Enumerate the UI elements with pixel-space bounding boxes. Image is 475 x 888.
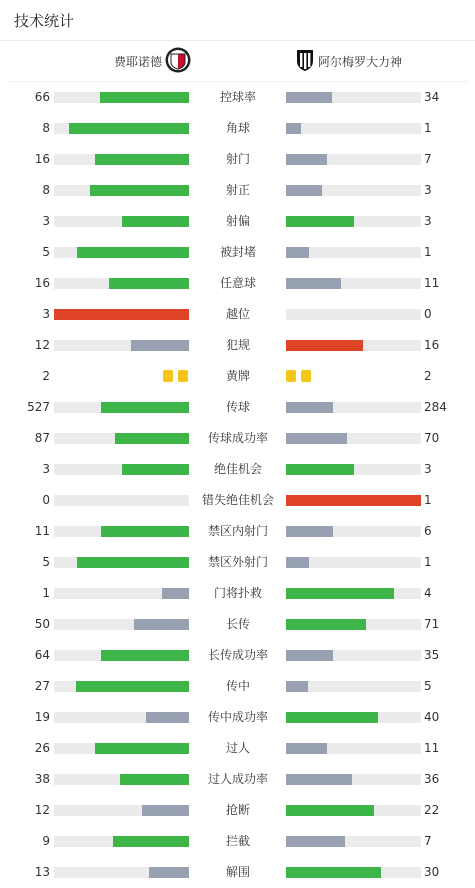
home-stat-value: 2	[42, 369, 50, 383]
feyenoord-logo-icon[interactable]	[165, 47, 191, 73]
home-stat-bar	[54, 743, 189, 754]
away-stat-bar-fill	[286, 712, 378, 723]
away-stat-bar-fill	[286, 836, 345, 847]
away-stat-value: 1	[424, 555, 432, 569]
away-stat-bar	[286, 309, 421, 320]
stat-label: 长传成功率	[207, 648, 268, 662]
away-stat-value: 0	[424, 307, 432, 321]
away-stat-value: 4	[424, 586, 432, 600]
away-stat-bar	[286, 681, 421, 692]
home-stat-bar-fill	[76, 681, 189, 692]
away-stat-value: 5	[424, 679, 432, 693]
stat-row	[0, 268, 475, 299]
home-stat-value: 3	[42, 214, 50, 228]
yellow-card-icon	[301, 370, 311, 382]
home-stat-bar-fill	[122, 464, 190, 475]
stat-row	[0, 175, 475, 206]
away-stat-bar	[286, 185, 421, 196]
home-yellow-cards	[163, 370, 188, 382]
home-stat-bar	[54, 681, 189, 692]
home-team-name[interactable]: 费耶诺德	[114, 55, 163, 69]
away-stat-value: 40	[424, 710, 440, 724]
yellow-card-icon	[163, 370, 173, 382]
away-stat-bar	[286, 278, 421, 289]
home-stat-bar	[54, 588, 189, 599]
stat-label: 抢断	[225, 803, 250, 817]
team-header	[8, 41, 467, 82]
away-stat-bar-fill	[286, 154, 327, 165]
home-stat-value: 16	[34, 152, 50, 166]
home-stat-bar	[54, 836, 189, 847]
away-stat-value: 2	[424, 369, 432, 383]
home-stat-bar	[54, 433, 189, 444]
stat-label: 过人成功率	[207, 772, 268, 786]
stat-label: 被封堵	[219, 245, 256, 259]
stat-row	[0, 702, 475, 733]
away-stat-value: 7	[424, 834, 432, 848]
stat-row	[0, 361, 475, 392]
stat-label: 禁区外射门	[207, 555, 268, 569]
away-stat-bar-fill	[286, 619, 366, 630]
home-stat-bar-fill	[113, 836, 189, 847]
stat-label: 绝佳机会	[213, 462, 262, 476]
away-stat-value: 35	[424, 648, 440, 662]
away-stat-bar-fill	[286, 495, 421, 506]
away-team-name[interactable]: 阿尔梅罗大力神	[318, 55, 403, 69]
away-stat-bar	[286, 216, 421, 227]
away-stat-bar	[286, 619, 421, 630]
away-stat-bar	[286, 588, 421, 599]
stat-row	[0, 857, 475, 888]
away-stat-value: 1	[424, 493, 432, 507]
stat-row	[0, 733, 475, 764]
stat-row	[0, 671, 475, 702]
stat-label: 射偏	[225, 214, 250, 228]
away-stat-value: 30	[424, 865, 440, 879]
home-stat-value: 1	[42, 586, 50, 600]
away-stat-bar-fill	[286, 216, 354, 227]
home-stat-bar	[54, 92, 189, 103]
stat-label: 过人	[225, 741, 250, 755]
stat-row	[0, 423, 475, 454]
away-stat-bar-fill	[286, 588, 394, 599]
stat-label: 任意球	[219, 276, 256, 290]
home-stat-bar	[54, 309, 189, 320]
header-bar	[0, 0, 475, 41]
home-stat-bar-fill	[95, 743, 190, 754]
away-stat-bar-fill	[286, 681, 308, 692]
away-stat-value: 11	[424, 741, 440, 755]
home-stat-value: 27	[34, 679, 50, 693]
home-stat-bar-fill	[69, 123, 189, 134]
away-stat-value: 70	[424, 431, 440, 445]
away-stat-bar	[286, 247, 421, 258]
home-stat-value: 5	[42, 555, 50, 569]
stat-row	[0, 578, 475, 609]
home-stat-bar	[54, 185, 189, 196]
home-stat-bar-fill	[109, 278, 189, 289]
away-stat-bar-fill	[286, 185, 322, 196]
home-stat-bar-fill	[90, 185, 189, 196]
home-stat-bar	[54, 557, 189, 568]
stat-row	[0, 206, 475, 237]
home-stat-bar-fill	[100, 92, 189, 103]
away-stat-value: 3	[424, 183, 432, 197]
home-stat-bar	[54, 123, 189, 134]
away-stat-bar	[286, 805, 421, 816]
stat-row	[0, 144, 475, 175]
home-stat-bar	[54, 247, 189, 258]
home-stat-value: 12	[34, 803, 50, 817]
away-stat-value: 22	[424, 803, 440, 817]
home-stat-bar	[54, 712, 189, 723]
stat-label: 传中成功率	[207, 710, 268, 724]
home-stat-bar-fill	[95, 154, 190, 165]
home-stat-value: 9	[42, 834, 50, 848]
home-stat-value: 19	[34, 710, 50, 724]
home-stat-value: 16	[34, 276, 50, 290]
away-stat-bar-fill	[286, 774, 352, 785]
home-stat-bar	[54, 340, 189, 351]
away-stat-bar	[286, 867, 421, 878]
home-stat-value: 5	[42, 245, 50, 259]
away-stat-value: 284	[424, 400, 447, 414]
stat-label: 传球成功率	[207, 431, 268, 445]
home-stat-bar	[54, 495, 189, 506]
stat-label: 射正	[225, 183, 250, 197]
home-stat-bar-fill	[77, 557, 189, 568]
away-stat-bar	[286, 557, 421, 568]
away-stat-bar	[286, 433, 421, 444]
stat-row	[0, 516, 475, 547]
stat-label: 角球	[225, 121, 250, 135]
home-stat-value: 64	[34, 648, 50, 662]
away-stat-bar-fill	[286, 805, 374, 816]
home-stat-bar-fill	[146, 712, 189, 723]
away-stat-bar	[286, 774, 421, 785]
home-stat-value: 8	[42, 183, 50, 197]
stat-row	[0, 392, 475, 423]
home-stat-value: 527	[27, 400, 50, 414]
stat-label: 解围	[225, 865, 250, 879]
home-stat-value: 0	[42, 493, 50, 507]
home-stat-value: 66	[34, 90, 50, 104]
away-stat-value: 3	[424, 462, 432, 476]
home-stat-value: 11	[34, 524, 50, 538]
away-stat-bar	[286, 123, 421, 134]
home-stat-bar	[54, 154, 189, 165]
stat-label: 黄牌	[225, 369, 250, 383]
stat-row	[0, 330, 475, 361]
away-stat-bar-fill	[286, 340, 363, 351]
away-stat-bar-fill	[286, 743, 327, 754]
away-stat-bar	[286, 526, 421, 537]
home-stat-bar	[54, 805, 189, 816]
home-stat-value: 26	[34, 741, 50, 755]
away-stat-value: 6	[424, 524, 432, 538]
stat-row	[0, 826, 475, 857]
away-stat-bar	[286, 712, 421, 723]
home-stat-bar-fill	[54, 309, 189, 320]
home-stat-value: 50	[34, 617, 50, 631]
home-stat-bar-fill	[101, 650, 189, 661]
away-stat-bar-fill	[286, 402, 333, 413]
away-stat-value: 71	[424, 617, 440, 631]
away-stat-bar-fill	[286, 247, 309, 258]
home-stat-value: 3	[42, 307, 50, 321]
away-stat-value: 1	[424, 245, 432, 259]
home-stat-bar-fill	[131, 340, 189, 351]
stat-label: 拦截	[225, 834, 250, 848]
stat-row	[0, 640, 475, 671]
away-stat-value: 34	[424, 90, 440, 104]
stat-row	[0, 547, 475, 578]
stat-label: 长传	[225, 617, 250, 631]
away-stat-bar	[286, 154, 421, 165]
home-stat-bar-fill	[162, 588, 189, 599]
home-stat-value: 38	[34, 772, 50, 786]
away-stat-value: 16	[424, 338, 440, 352]
away-stat-value: 11	[424, 276, 440, 290]
stat-label: 射门	[225, 152, 250, 166]
home-stat-bar-fill	[122, 216, 190, 227]
home-stat-bar	[54, 774, 189, 785]
away-stat-bar	[286, 495, 421, 506]
home-stat-bar	[54, 402, 189, 413]
home-stat-bar-fill	[101, 526, 189, 537]
stat-row	[0, 609, 475, 640]
away-stat-bar	[286, 650, 421, 661]
stat-row	[0, 82, 475, 113]
home-stat-value: 3	[42, 462, 50, 476]
home-stat-bar	[54, 650, 189, 661]
home-stat-value: 8	[42, 121, 50, 135]
away-stat-value: 7	[424, 152, 432, 166]
away-stat-value: 1	[424, 121, 432, 135]
home-stat-bar	[54, 464, 189, 475]
away-stat-bar-fill	[286, 557, 309, 568]
stat-row	[0, 795, 475, 826]
heracles-logo-icon[interactable]	[292, 47, 318, 73]
home-stat-bar-fill	[115, 433, 189, 444]
stat-row	[0, 454, 475, 485]
stat-label: 越位	[225, 307, 250, 321]
stat-label: 传球	[225, 400, 250, 414]
stat-row	[0, 485, 475, 516]
away-stat-bar-fill	[286, 867, 381, 878]
home-stat-bar	[54, 278, 189, 289]
away-stat-bar	[286, 402, 421, 413]
stat-row	[0, 113, 475, 144]
home-stat-value: 12	[34, 338, 50, 352]
away-yellow-cards	[286, 370, 311, 382]
home-stat-bar	[54, 867, 189, 878]
stat-label: 控球率	[219, 90, 256, 104]
away-stat-bar	[286, 836, 421, 847]
home-stat-bar	[54, 216, 189, 227]
home-stat-bar-fill	[142, 805, 189, 816]
home-stat-bar-fill	[101, 402, 189, 413]
home-stat-bar-fill	[77, 247, 189, 258]
home-stat-bar-fill	[149, 867, 190, 878]
home-stat-bar-fill	[120, 774, 189, 785]
stat-label: 错失绝佳机会	[201, 493, 274, 507]
home-stat-bar	[54, 619, 189, 630]
away-stat-bar-fill	[286, 278, 341, 289]
away-stat-value: 36	[424, 772, 440, 786]
away-stat-value: 3	[424, 214, 432, 228]
away-stat-bar-fill	[286, 650, 333, 661]
away-stat-bar-fill	[286, 433, 347, 444]
stat-label: 犯规	[225, 338, 250, 352]
away-stat-bar	[286, 340, 421, 351]
page-title: 技术统计	[14, 12, 75, 30]
away-stat-bar-fill	[286, 464, 354, 475]
stat-row	[0, 237, 475, 268]
stat-label: 传中	[225, 679, 250, 693]
home-stat-value: 13	[34, 865, 50, 879]
away-stat-bar	[286, 92, 421, 103]
away-stat-bar-fill	[286, 526, 333, 537]
home-stat-bar	[54, 526, 189, 537]
stat-label: 门将扑救	[213, 586, 262, 600]
home-stat-bar-fill	[134, 619, 189, 630]
away-stat-bar	[286, 464, 421, 475]
away-stat-bar	[286, 743, 421, 754]
stat-row	[0, 764, 475, 795]
stat-label: 禁区内射门	[207, 524, 268, 538]
stat-row	[0, 299, 475, 330]
away-stat-bar-fill	[286, 92, 332, 103]
home-stat-value: 87	[34, 431, 50, 445]
